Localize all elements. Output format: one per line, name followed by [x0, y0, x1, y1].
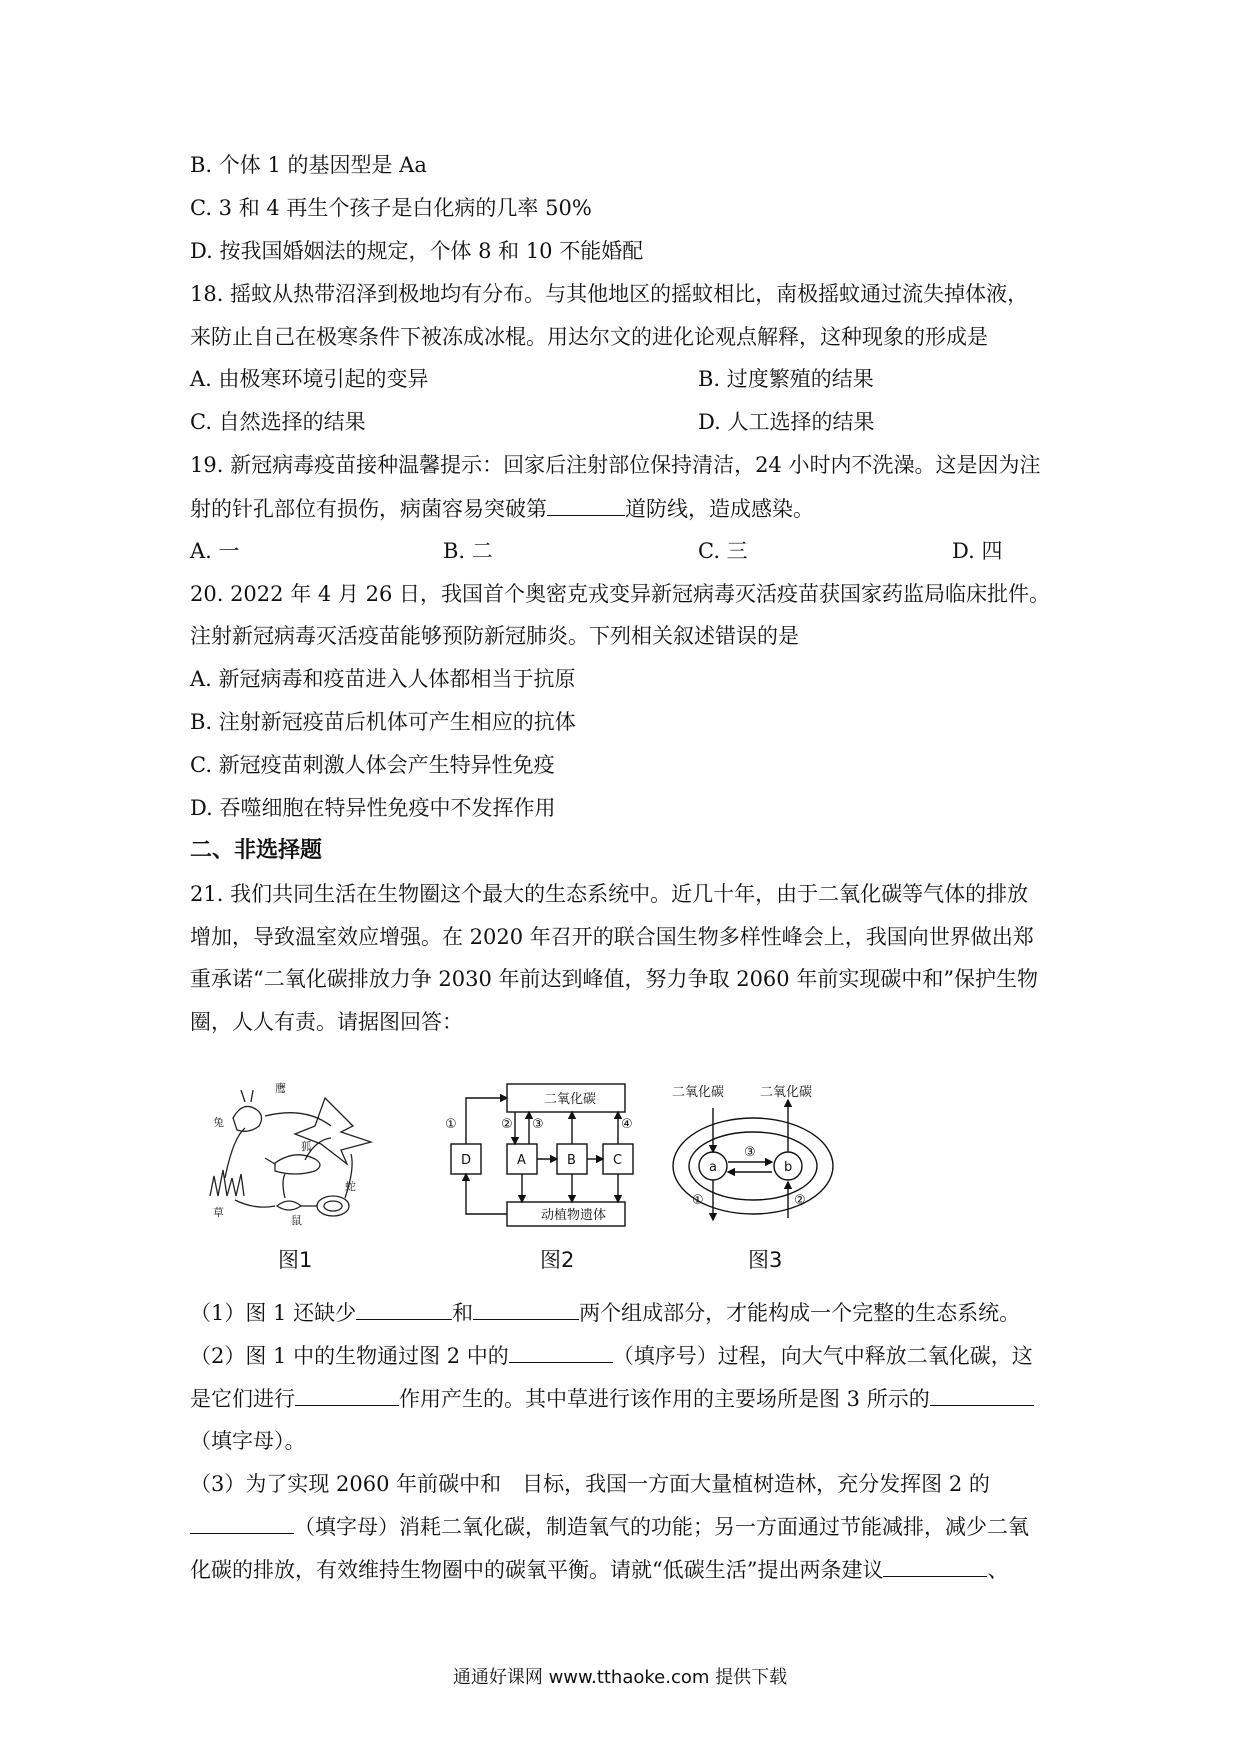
q21-part2-text-a: （2）图 1 中的生物通过图 2 中的: [190, 1344, 509, 1368]
q20-stem-line1: 20. 2022 年 4 月 26 日，我国首个奥密克戎变异新冠病毒灭活疫苗获国家药监局临床批件。: [190, 582, 1050, 606]
grass-label: 草: [213, 1206, 224, 1219]
q21-part1-text-a: （1）图 1 还缺少: [190, 1301, 357, 1325]
figure-2-carbon-cycle: [445, 1078, 645, 1228]
fig3-co2-left: 二氧化碳: [672, 1085, 725, 1100]
q21-part2-text-c: 是它们进行: [190, 1387, 295, 1411]
rabbit-drawing: [233, 1106, 262, 1131]
q21-part1-text-b: 和: [452, 1301, 474, 1325]
rabbit-label: 兔: [213, 1116, 224, 1129]
figure-2-caption: 图2: [540, 1248, 575, 1272]
q21-part2-line3: （填字母）。: [190, 1429, 306, 1453]
b-label: B: [567, 1153, 576, 1168]
q21-part3-line2: [190, 1511, 1029, 1542]
snake-drawing: [317, 1196, 349, 1216]
step-1-label: ①: [445, 1117, 457, 1132]
q20-stem-line2: 注射新冠病毒灭活疫苗能够预防新冠肺炎。下列相关叙述错误的是: [190, 624, 799, 648]
step-3-label: ③: [532, 1117, 544, 1132]
fig3-step-2: ②: [794, 1193, 806, 1208]
co2-label: 二氧化碳: [544, 1092, 597, 1107]
q20-option-c: C. 新冠疫苗刺激人体会产生特异性免疫: [190, 753, 555, 777]
fig3-a-label: a: [709, 1160, 717, 1175]
q17-option-d: D. 按我国婚姻法的规定，个体 8 和 10 不能婚配: [190, 239, 644, 263]
figure-3-caption: 图3: [748, 1248, 783, 1272]
eagle-drawing: [295, 1098, 371, 1164]
q21-part1-blank-2: [473, 1297, 579, 1320]
q21-part2-blank-3: [930, 1383, 1034, 1406]
step-2-label: ②: [501, 1117, 513, 1132]
q20-option-d: D. 吞噬细胞在特异性免疫中不发挥作用: [190, 796, 556, 820]
q19-stem-line1: 19. 新冠病毒疫苗接种温馨提示：回家后注射部位保持清洁，24 小时内不洗澡。这是因为注: [190, 453, 1041, 477]
remains-label: 动植物遗体: [541, 1208, 607, 1223]
q19-blank: [547, 493, 625, 516]
q21-stem-line3: 重承诺“二氧化碳排放力争 2030 年前达到峰值，努力争取 2060 年前实现碳中和”保护生物: [190, 967, 1039, 991]
q21-part3-blank-2: [883, 1554, 987, 1577]
q18-option-d: D. 人工选择的结果: [698, 410, 875, 434]
q18-option-b: B. 过度繁殖的结果: [698, 367, 874, 391]
q19-option-a: A. 一: [190, 539, 240, 563]
step-4-label: ④: [621, 1117, 633, 1132]
q19-stem-text-a: 射的针孔部位有损伤，病菌容易突破第: [190, 497, 547, 521]
q19-option-b: B. 二: [443, 539, 493, 563]
fox-label: 狐: [301, 1140, 312, 1153]
fox-drawing: [275, 1155, 320, 1174]
fig3-co2-right: 二氧化碳: [760, 1085, 813, 1100]
q19-option-d: D. 四: [952, 539, 1003, 563]
q21-part3-line3: [190, 1554, 1008, 1585]
q19-stem-text-b: 道防线，造成感染。: [625, 497, 814, 521]
q20-option-b: B. 注射新冠疫苗后机体可产生相应的抗体: [190, 710, 576, 734]
fig3-step-3: ③: [744, 1145, 756, 1160]
fig3-b-label: b: [784, 1160, 793, 1175]
q18-stem-line2: 来防止自己在极寒条件下被冻成冰棍。用达尔文的进化论观点解释，这种现象的形成是: [190, 325, 988, 349]
mouse-drawing: [277, 1201, 301, 1210]
a-label: A: [517, 1153, 526, 1168]
c-label: C: [613, 1153, 623, 1168]
q21-part1: [190, 1297, 1020, 1328]
snake-label: 蛇: [345, 1180, 356, 1193]
q19-stem-line2: [190, 493, 814, 524]
q18-option-c: C. 自然选择的结果: [190, 410, 366, 434]
q21-part2-blank-2: [295, 1383, 399, 1406]
grass-drawing: [210, 1170, 244, 1196]
q21-part2-line2: [190, 1383, 1034, 1414]
figure-1-caption: 图1: [278, 1248, 313, 1272]
eagle-label: 鹰: [275, 1082, 286, 1095]
q17-option-c: C. 3 和 4 再生个孩子是白化病的几率 50%: [190, 196, 592, 220]
mouse-label: 鼠: [291, 1214, 302, 1227]
q18-stem-line1: 18. 摇蚊从热带沼泽到极地均有分布。与其他地区的摇蚊相比，南极摇蚊通过流失掉体液，: [190, 282, 1029, 306]
section-heading: 二、非选择题: [190, 838, 323, 863]
q21-part1-blank-1: [356, 1297, 452, 1320]
q21-part2-blank-1: [509, 1340, 613, 1363]
figure-3-organelles: [668, 1078, 838, 1228]
page-footer: 通通好课网 www.tthaoke.com 提供下载: [452, 1667, 788, 1688]
q21-stem-line1: 21. 我们共同生活在生物圈这个最大的生态系统中。近几十年，由于二氧化碳等气体的排放: [190, 882, 1029, 906]
q19-option-c: C. 三: [698, 539, 748, 563]
q21-part2-line1: [190, 1340, 1033, 1371]
q21-part2-text-d: 作用产生的。其中草进行该作用的主要场所是图 3 所示的: [399, 1387, 930, 1411]
q21-part3-text-c: 化碳的排放，有效维持生物圈中的碳氧平衡。请就“低碳生活”提出两条建议: [190, 1558, 884, 1582]
q17-option-b: B. 个体 1 的基因型是 Aa: [190, 153, 427, 177]
q21-part3-line1: （3）为了实现 2060 年前碳中和 目标，我国一方面大量植树造林，充分发挥图 2 的: [190, 1472, 990, 1496]
q21-part3-text-d: 、: [987, 1558, 1009, 1582]
q18-option-a: A. 由极寒环境引起的变异: [190, 367, 429, 391]
fig3-step-1: ①: [692, 1193, 704, 1208]
q21-part2-text-b: （填序号）过程，向大气中释放二氧化碳，这: [612, 1344, 1033, 1368]
q21-part3-text-b: （填字母）消耗二氧化碳，制造氧气的功能；另一方面通过节能减排，减少二氧: [294, 1515, 1029, 1539]
figure-1-food-web: [205, 1078, 455, 1243]
d-label: D: [461, 1153, 472, 1168]
q20-option-a: A. 新冠病毒和疫苗进入人体都相当于抗原: [190, 667, 576, 691]
q21-part3-blank-1: [190, 1511, 294, 1534]
q21-part1-text-c: 两个组成部分，才能构成一个完整的生态系统。: [579, 1301, 1021, 1325]
q21-stem-line2: 增加，导致温室效应增强。在 2020 年召开的联合国生物多样性峰会上，我国向世界做出郑: [190, 925, 1034, 949]
q21-stem-line4: 圈，人人有责。请据图回答：: [190, 1010, 463, 1034]
